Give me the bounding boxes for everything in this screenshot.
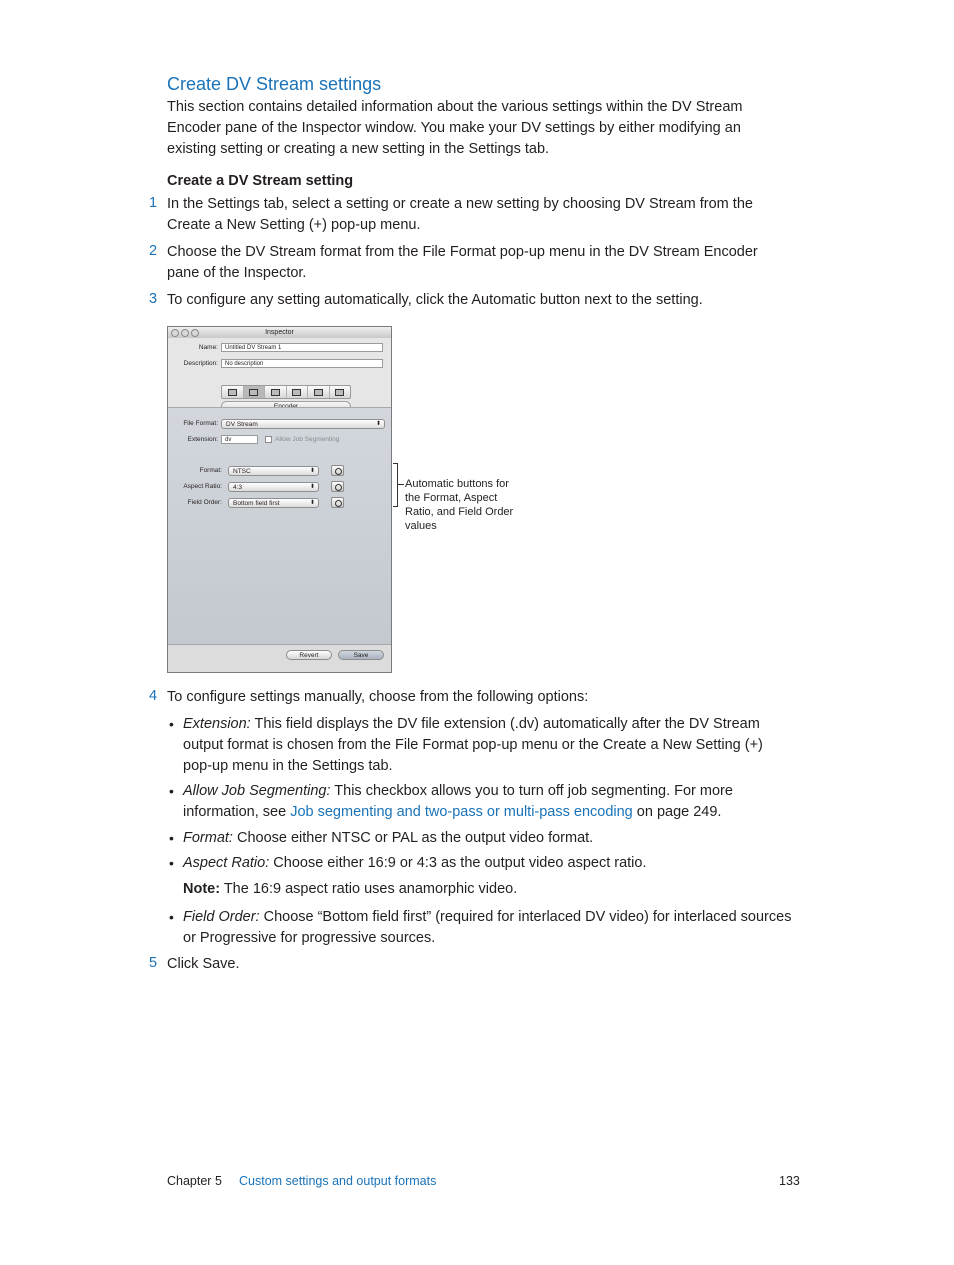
allow-job-segmenting-label: Allow Job Segmenting xyxy=(275,436,340,443)
format-value: NTSC xyxy=(233,468,251,475)
note-body: The 16:9 aspect ratio uses anamorphic video. xyxy=(220,881,518,897)
bullet-body: This checkbox allows you to turn off job segmenting. For more information, see xyxy=(183,783,733,820)
tab-filters-icon[interactable] xyxy=(287,386,309,398)
field-order-label: Field Order: xyxy=(187,499,222,506)
chevron-updown-icon: ⬍ xyxy=(309,500,315,506)
field-order-automatic-button[interactable] xyxy=(331,497,344,508)
bullet-format xyxy=(183,828,793,849)
inspector-tab-icons xyxy=(221,385,351,399)
cross-reference-link[interactable]: Job segmenting and two-pass or multi-pass encoding xyxy=(290,804,633,820)
step-text: In the Settings tab, select a setting or create a new setting by choosing DV Stream from the Create a New Setting (+) pop-up menu. xyxy=(167,196,753,233)
callout-leader-line xyxy=(398,484,404,485)
bullet-term: Format: xyxy=(183,830,233,846)
aspect-ratio-value: 4:3 xyxy=(233,484,243,491)
gear-icon xyxy=(335,484,342,491)
bullet-term: Field Order: xyxy=(183,909,260,925)
allow-job-segmenting-checkbox[interactable] xyxy=(265,436,272,443)
bullet-dot: • xyxy=(169,716,174,732)
section-heading: Create DV Stream settings xyxy=(167,74,382,94)
footer-chapter-title-link[interactable]: Custom settings and output formats xyxy=(239,1174,437,1188)
inspector-header-area xyxy=(168,338,391,408)
name-label: Name: xyxy=(198,344,218,351)
chevron-updown-icon: ⬍ xyxy=(309,468,315,474)
bullet-dot: • xyxy=(169,783,174,799)
bullet-body: Choose “Bottom field first” (required for interlaced DV video) for interlaced sources or Progressive for progressive sources. xyxy=(183,909,792,946)
bullet-dot: • xyxy=(169,830,174,846)
step-text: To configure any setting automatically, click the Automatic button next to the setting. xyxy=(167,292,703,308)
aspect-ratio-popup[interactable] xyxy=(228,482,319,492)
name-field[interactable]: Untitled DV Stream 1 xyxy=(221,343,383,352)
bullet-term: Extension: xyxy=(183,716,251,732)
bullet-term: Allow Job Segmenting: xyxy=(183,783,331,799)
bullet-body: Choose either NTSC or PAL as the output video format. xyxy=(232,830,594,846)
bullet-dot: • xyxy=(169,909,174,925)
tab-geometry-icon[interactable] xyxy=(308,386,330,398)
file-format-popup[interactable] xyxy=(221,419,385,429)
intro-paragraph: This section contains detailed information about the various settings within the DV Stream Encoder pane of the Inspector window. You make your DV settings by either modifying an existing setting or creating a new setting in the Settings tab. xyxy=(167,99,743,157)
file-format-value: DV Stream xyxy=(226,421,258,428)
inspector-window xyxy=(167,326,392,673)
bullet-body-after: on page 249. xyxy=(632,804,722,820)
encoder-pane xyxy=(168,407,391,648)
chevron-updown-icon: ⬍ xyxy=(375,421,381,427)
format-automatic-button[interactable] xyxy=(331,465,344,476)
bullet-aspect xyxy=(183,853,793,874)
step-text: Choose the DV Stream format from the File Format pop-up menu in the DV Stream Encoder pane of the Inspector. xyxy=(167,244,758,281)
step-text: To configure settings manually, choose from the following options: xyxy=(167,689,589,705)
file-format-label: File Format: xyxy=(183,420,218,427)
field-order-popup[interactable] xyxy=(228,498,319,508)
subheading: Create a DV Stream setting xyxy=(167,173,354,189)
step-number: 5 xyxy=(149,955,158,971)
chevron-updown-icon: ⬍ xyxy=(309,484,315,490)
window-title: Inspector xyxy=(265,329,294,336)
step-number: 4 xyxy=(149,688,158,704)
bullet-body: Choose either 16:9 or 4:3 as the output video aspect ratio. xyxy=(269,855,647,871)
gear-icon xyxy=(335,468,342,475)
callout-bracket xyxy=(393,463,398,507)
bullet-extension xyxy=(183,714,793,777)
gear-icon xyxy=(335,500,342,507)
field-order-value: Bottom field first xyxy=(233,500,280,507)
description-label: Description: xyxy=(183,360,218,367)
description-field[interactable]: No description xyxy=(221,359,383,368)
inspector-bottom-bar xyxy=(168,644,391,672)
bullet-term: Aspect Ratio: xyxy=(183,855,270,871)
bullet-body: This field displays the DV file extension (.dv) automatically after the DV Stream output format is chosen from the File Format pop-up menu or the Create a New Setting (+) pop-up menu in the Settings tab. xyxy=(183,716,763,774)
callout-text: Automatic buttons for the Format, Aspect Ratio, and Field Order values xyxy=(405,478,514,532)
page-number: 133 xyxy=(779,1174,800,1188)
step-number: 1 xyxy=(149,195,158,211)
note xyxy=(183,879,793,900)
aspect-ratio-automatic-button[interactable] xyxy=(331,481,344,492)
tab-summary-icon[interactable] xyxy=(222,386,244,398)
bullet-segmenting xyxy=(183,781,793,823)
bullet-dot: • xyxy=(169,855,174,871)
extension-label: Extension: xyxy=(187,436,218,443)
note-label: Note: xyxy=(183,881,221,897)
format-popup[interactable] xyxy=(228,466,319,476)
tab-actions-icon[interactable] xyxy=(330,386,351,398)
step-number: 3 xyxy=(149,291,158,307)
footer-chapter: Chapter 5 xyxy=(167,1174,222,1188)
format-label: Format: xyxy=(199,467,222,474)
step-text: Click Save. xyxy=(167,956,240,972)
save-button[interactable]: Save xyxy=(338,650,384,660)
tab-frame-controls-icon[interactable] xyxy=(265,386,287,398)
tab-encoder-icon[interactable] xyxy=(244,386,266,398)
bullet-field-order xyxy=(183,907,793,949)
aspect-ratio-label: Aspect Ratio: xyxy=(183,483,222,490)
revert-button[interactable]: Revert xyxy=(286,650,332,660)
extension-field[interactable]: dv xyxy=(221,435,258,444)
step-number: 2 xyxy=(149,243,158,259)
